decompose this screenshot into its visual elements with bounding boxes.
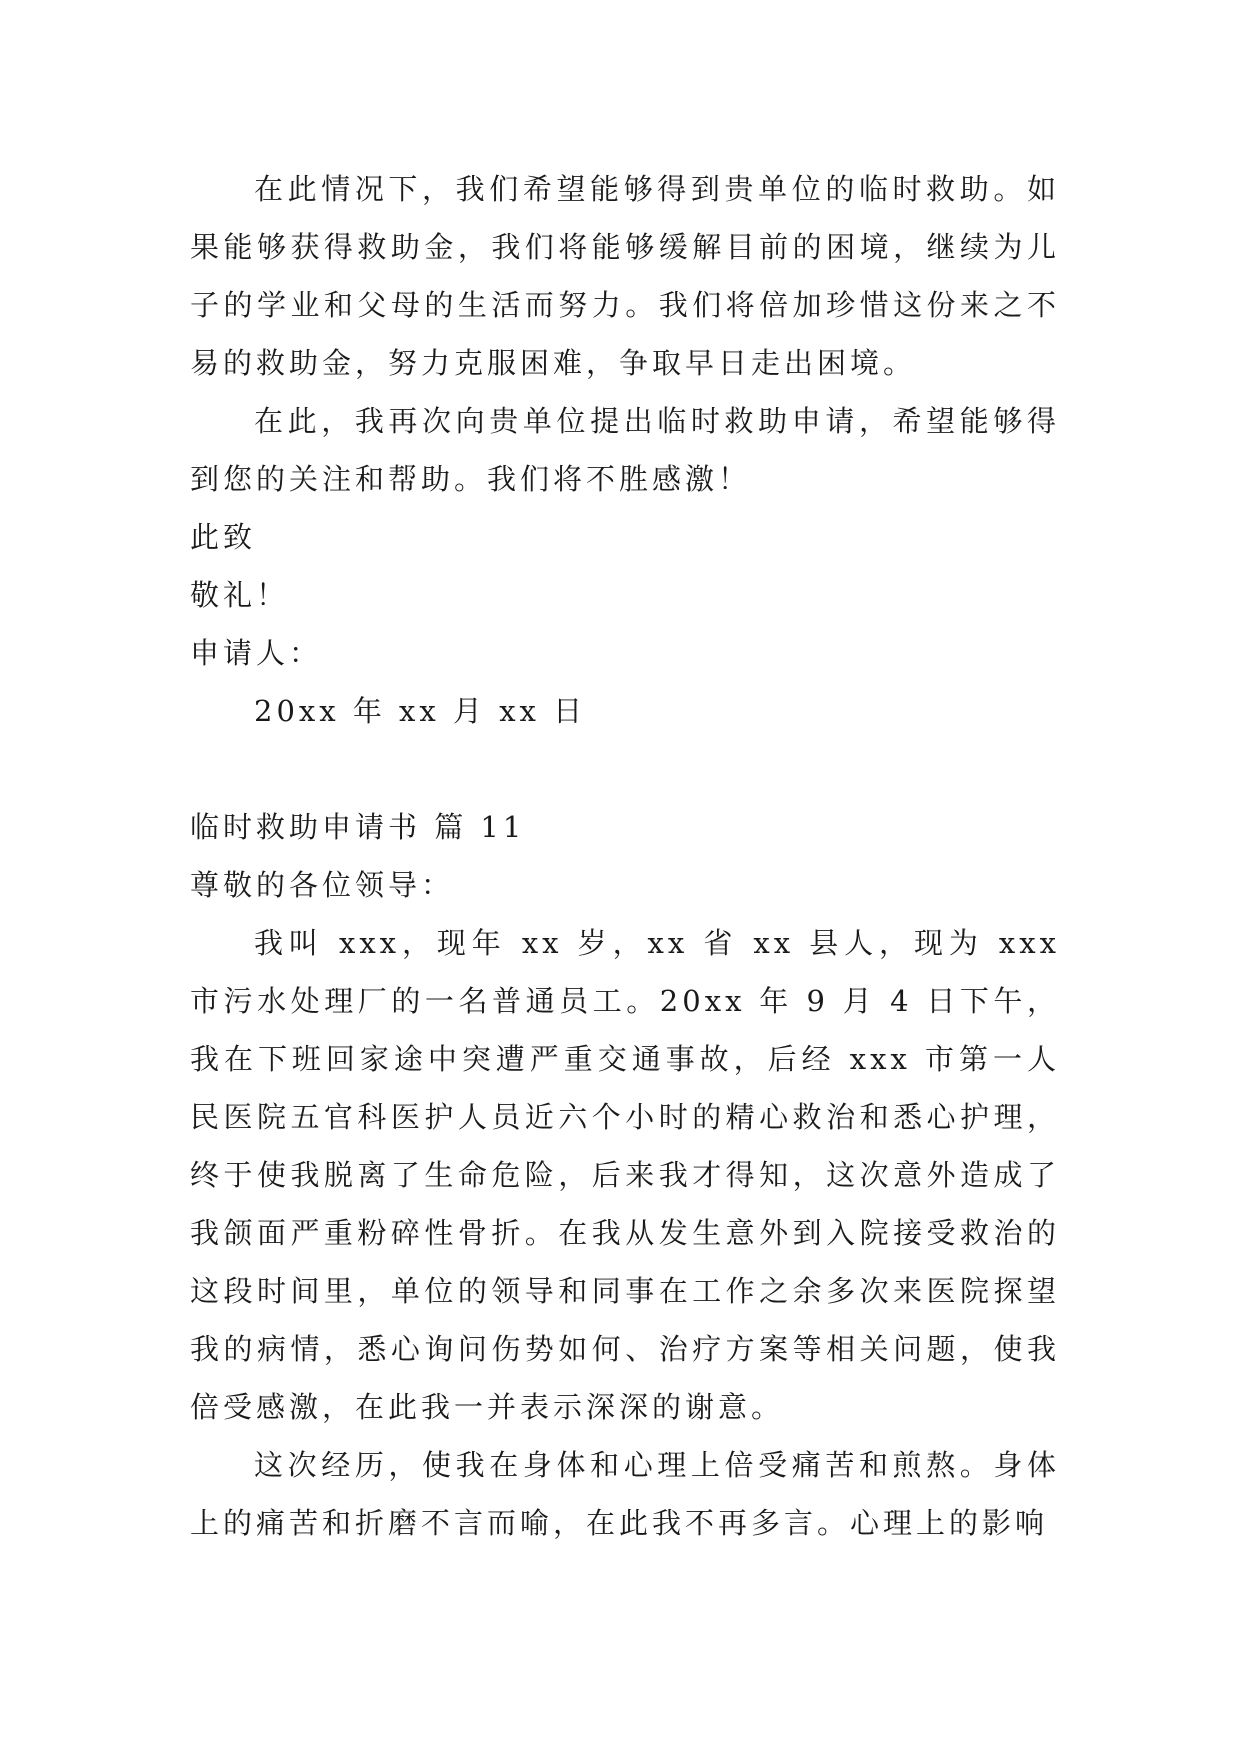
closing-line-1: 此致 (190, 520, 257, 554)
document-body (190, 160, 1060, 1552)
paragraph-accident-account: 我叫 xxx，现年 xx 岁，xx 省 xx 县人，现为 xxx 市污水处理厂的一名普通员工。20xx 年 9 月 4 日下午，我在下班回家途中突遭严重交通事故，后经 xxx 市第一人民医院五官科医护人员近六个小时的精心救治和悉心护理，终于使我脱离了生命危险，后来我才得知，这次意外造成了我颌面严重粉碎性骨折。在我从发生意外到入院接受救治的这段时间里，单位的领导和同事在工作之余多次来医院探望我的病情，悉心询问伤势如何、治疗方案等相关问题，使我倍受感激，在此我一并表示深深的谢意。 (190, 926, 1060, 1424)
section-spacer (190, 740, 1060, 798)
paragraph-relief-request: 在此情况下，我们希望能够得到贵单位的临时救助。如果能够获得救助金，我们将能够缓解目前的困境，继续为儿子的学业和父母的生活而努力。我们将倍加珍惜这份来之不易的救助金，努力克服困难，争取早日走出困境。 (190, 172, 1060, 380)
section-title: 临时救助申请书 篇 11 (190, 810, 526, 844)
paragraph-suffering: 这次经历，使我在身体和心理上倍受痛苦和煎熬。身体上的痛苦和折磨不言而喻，在此我不再多言。心理上的影响 (190, 1448, 1060, 1540)
applicant-label: 申请人： (190, 636, 323, 670)
closing-line-2: 敬礼！ (190, 578, 290, 612)
date-line: 20xx 年 xx 月 xx 日 (254, 694, 587, 728)
paragraph-reapply: 在此，我再次向贵单位提出临时救助申请，希望能够得到您的关注和帮助。我们将不胜感激！ (190, 404, 1060, 496)
salutation: 尊敬的各位领导： (190, 868, 455, 902)
